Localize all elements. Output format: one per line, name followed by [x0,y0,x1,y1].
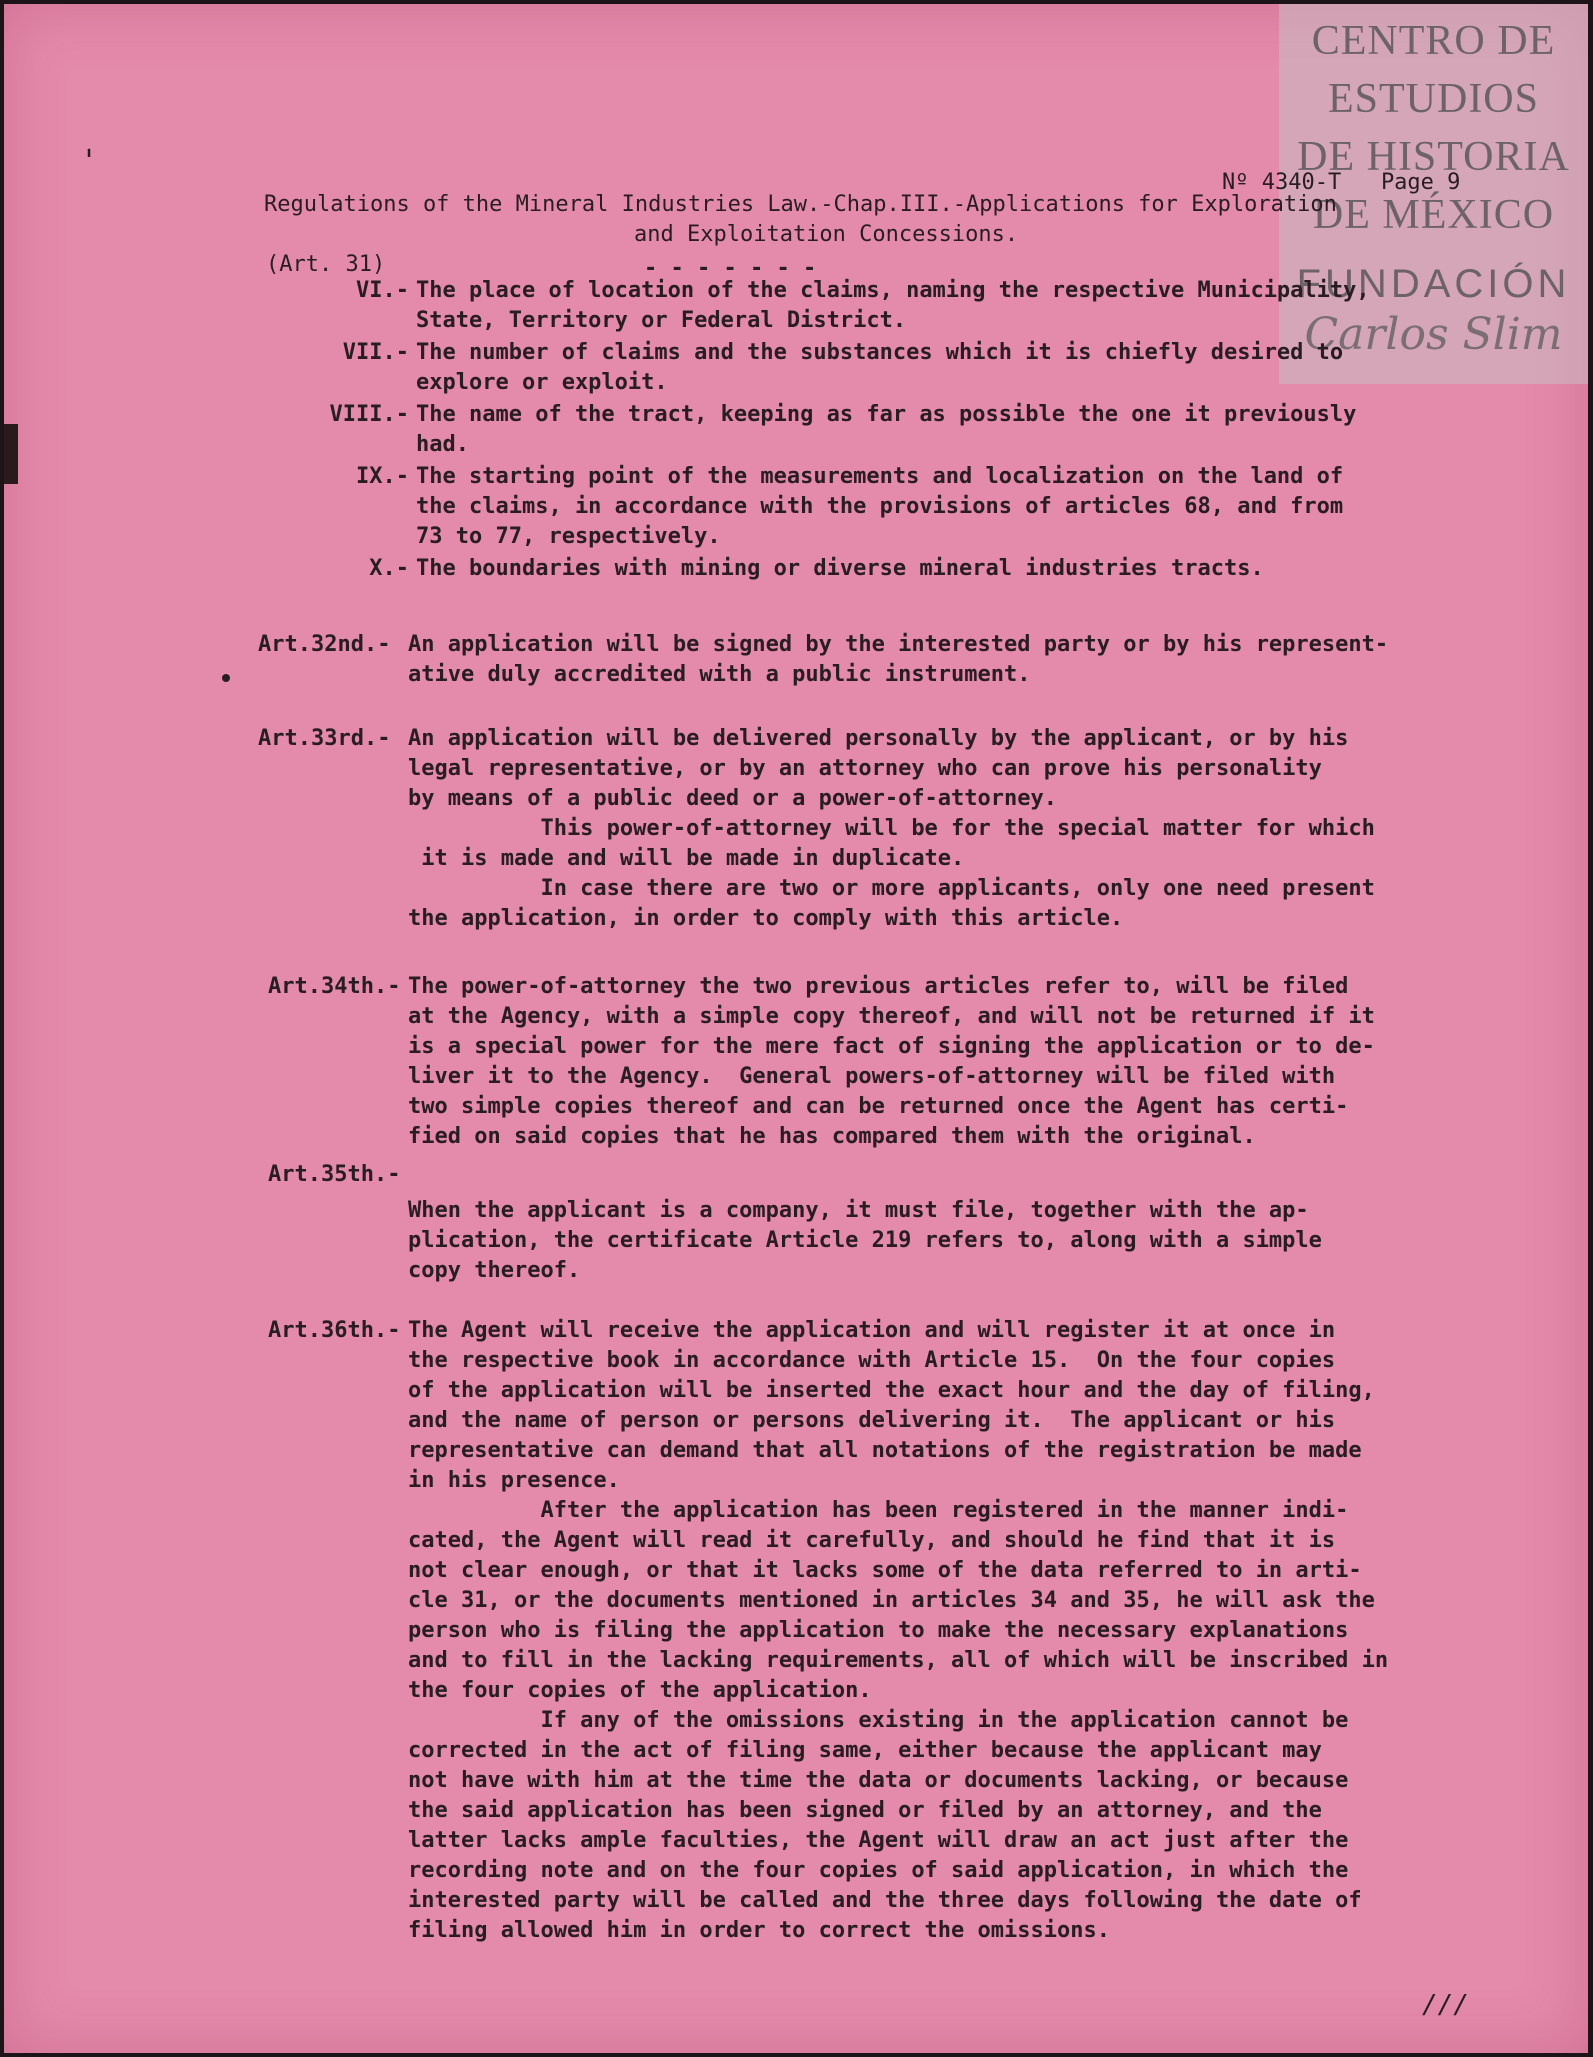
document-title-line2: and Exploitation Concessions. [634,222,1019,247]
item-text-line: The boundaries with mining or diverse mineral industries tracts. [416,556,1264,581]
article-text-line: legal representative, or by an attorney who can prove his personality [408,756,1322,781]
article-text-line: This power-of-attorney will be for the special matter for which [408,816,1375,841]
item-number: VII.- [342,340,409,365]
article-label: Art.32nd.- [258,632,391,657]
article-text-line: person who is filing the application to make the necessary explanations [408,1618,1349,1643]
watermark-line: ESTUDIOS [1327,76,1539,122]
article-text-line: the said application has been signed or filed by an attorney, and the [408,1798,1322,1823]
scan-edge [4,424,18,484]
margin-dot [222,674,230,682]
article-text-line: fied on said copies that he has compared them with the original. [408,1124,1256,1149]
article-text-line: corrected in the act of filing same, either because the applicant may [408,1738,1322,1763]
item-text-line: the claims, in accordance with the provisions of articles 68, and from [416,494,1344,519]
article-text-line: The Agent will receive the application and will register it at once in [408,1318,1336,1343]
handwritten-initials: /// [1422,1990,1469,2020]
document-page [4,4,1588,2053]
article-label: Art.34th.- [268,974,401,999]
article-text-line: by means of a public deed or a power-of-attorney. [408,786,1058,811]
article-label: Art.33rd.- [258,726,391,751]
article-label: Art.35th.- [268,1162,401,1187]
article-text-line: If any of the omissions existing in the application cannot be [408,1708,1349,1733]
article-text-line: The power-of-attorney the two previous articles refer to, will be filed [408,974,1349,999]
article-text-line: at the Agency, with a simple copy thereof, and will not be returned if it [408,1004,1375,1029]
article-text-line: interested party will be called and the three days following the date of [408,1888,1362,1913]
article-text-line: recording note and on the four copies of said application, in which the [408,1858,1349,1883]
article-text-line: not clear enough, or that it lacks some of the data referred to in arti- [408,1558,1362,1583]
article-label: Art.36th.- [268,1318,401,1343]
watermark-line: DE MÉXICO [1312,192,1555,238]
item-text-line: had. [416,432,469,457]
article-text-line: copy thereof. [408,1258,581,1283]
article-text-line: representative can demand that all notations of the registration be made [408,1438,1362,1463]
watermark-signature: Carlos Slim [1304,309,1563,360]
article-text-line: not have with him at the time the data or documents lacking, or because [408,1768,1349,1793]
article-text-line: in his presence. [408,1468,620,1493]
separator-dashes: - - - - - - - [644,256,817,281]
item-text-line: explore or exploit. [416,370,668,395]
article-text-line: and the name of person or persons delivering it. The applicant or his [408,1408,1336,1433]
article-text-line: the application, in order to comply with this article. [408,906,1124,931]
article-text-line: plication, the certificate Article 219 refers to, along with a simple [408,1228,1322,1253]
article-text-line: An application will be signed by the interested party or by his represent- [408,632,1389,657]
item-number: IX.- [356,464,409,489]
article-text-line: cle 31, or the documents mentioned in articles 34 and 35, he will ask the [408,1588,1375,1613]
article-text-line: When the applicant is a company, it must file, together with the ap- [408,1198,1309,1223]
article-reference: (Art. 31) [266,252,386,277]
article-text-line: and to fill in the lacking requirements, all of which will be inscribed in [408,1648,1389,1673]
item-text-line: The place of location of the claims, naming the respective Municipality, [416,278,1370,303]
pen-mark: ' [80,144,99,179]
article-text-line: In case there are two or more applicants, only one need present [408,876,1375,901]
article-text-line: liver it to the Agency. General powers-of-attorney will be filed with [408,1064,1336,1089]
article-text-line: of the application will be inserted the exact hour and the day of filing, [408,1378,1375,1403]
watermark-line: CENTRO DE [1311,18,1556,64]
article-text-line: An application will be delivered personally by the applicant, or by his [408,726,1349,751]
article-text-line: two simple copies thereof and can be returned once the Agent has certi- [408,1094,1349,1119]
item-text-line: State, Territory or Federal District. [416,308,907,333]
article-text-line: latter lacks ample faculties, the Agent will draw an act just after the [408,1828,1349,1853]
item-number: VI.- [356,278,409,303]
article-text-line: After the application has been registered in the manner indi- [408,1498,1349,1523]
item-text-line: The starting point of the measurements and localization on the land of [416,464,1344,489]
item-number: VIII.- [329,402,409,427]
article-text-line: the four copies of the application. [408,1678,872,1703]
article-text-line: the respective book in accordance with Article 15. On the four copies [408,1348,1336,1373]
document-number: Nº 4340-T Page 9 [1222,170,1461,195]
article-text-line: it is made and will be made in duplicate. [408,846,965,871]
watermark-line: DE HISTORIA [1297,134,1570,180]
article-text-line: ative duly accredited with a public instrument. [408,662,1031,687]
item-text-line: The number of claims and the substances which it is chiefly desired to [416,340,1344,365]
document-title-line1: Regulations of the Mineral Industries Law.-Chap.III.-Applications for Exploration [264,192,1337,217]
article-text-line: cated, the Agent will read it carefully, and should he find that it is [408,1528,1336,1553]
item-text-line: The name of the tract, keeping as far as possible the one it previously [416,402,1357,427]
item-text-line: 73 to 77, respectively. [416,524,721,549]
item-number: X.- [369,556,409,581]
article-text-line: is a special power for the mere fact of signing the application or to de- [408,1034,1375,1059]
article-text-line: filing allowed him in order to correct the omissions. [408,1918,1110,1943]
watermark-foundation: FUNDACIÓN [1296,262,1571,306]
